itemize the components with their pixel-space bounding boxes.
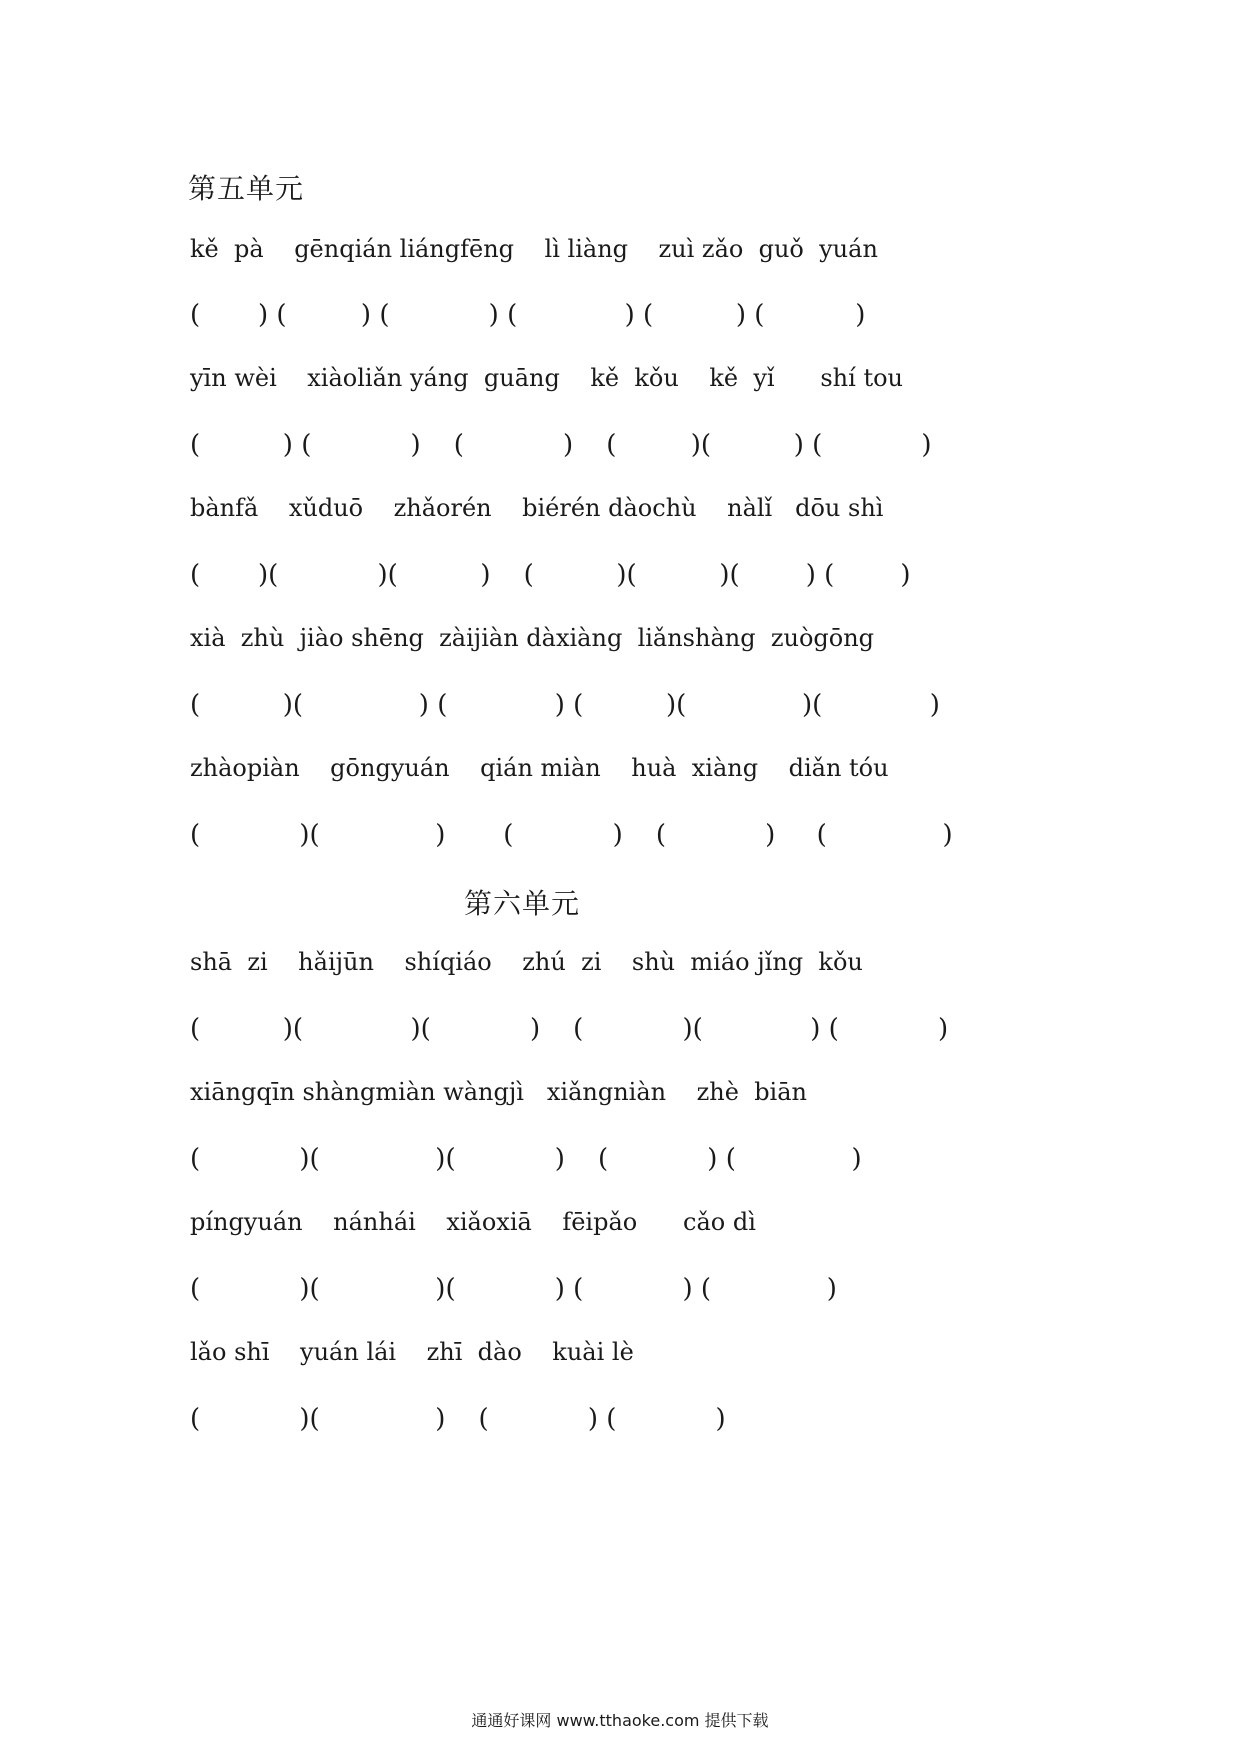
unit6-pinyin-row-4: lǎo shī yuán lái zhī dào kuài lè	[190, 1338, 634, 1366]
unit5-blank-row-4: ( )( ) ( ) ( )( )( )	[190, 690, 940, 720]
unit6-blank-row-4: ( )( ) ( ) ( )	[190, 1404, 726, 1434]
unit5-blank-row-5: ( )( ) ( ) ( ) ( )	[190, 820, 953, 850]
unit6-pinyin-row-2: xiāngqīn shàngmiàn wàngjì xiǎngniàn zhè biān	[190, 1078, 807, 1106]
unit5-blank-row-1: ( ) ( ) ( ) ( ) ( ) ( )	[190, 300, 866, 330]
unit5-blank-row-3: ( )( )( ) ( )( )( ) ( )	[190, 560, 911, 590]
unit5-pinyin-row-2: yīn wèi xiàoliǎn yáng guāng kě kǒu kě yǐ shí tou	[190, 364, 903, 392]
unit6-pinyin-row-1: shā zi hǎijūn shíqiáo zhú zi shù miáo jǐng kǒu	[190, 948, 863, 976]
unit6-blank-row-2: ( )( )( ) ( ) ( )	[190, 1144, 862, 1174]
unit5-blank-row-2: ( ) ( ) ( ) ( )( ) ( )	[190, 430, 932, 460]
unit5-pinyin-row-3: bànfǎ xǔduō zhǎorén biérén dàochù nàlǐ dōu shì	[190, 494, 884, 522]
unit6-blank-row-1: ( )( )( ) ( )( ) ( )	[190, 1014, 949, 1044]
unit6-heading: 第六单元	[464, 887, 581, 920]
unit6-pinyin-row-3: píngyuán nánhái xiǎoxiā fēipǎo cǎo dì	[190, 1208, 756, 1236]
unit6-blank-row-3: ( )( )( ) ( ) ( )	[190, 1274, 837, 1304]
unit5-pinyin-row-4: xià zhù jiào shēng zàijiàn dàxiàng liǎnshàng zuògōng	[190, 624, 875, 652]
unit5-pinyin-row-1: kě pà gēnqián liángfēng lì liàng zuì zǎo guǒ yuán	[190, 235, 878, 263]
footer-credit: 通通好课网 www.tthaoke.com 提供下载	[471, 1711, 769, 1730]
unit5-heading: 第五单元	[188, 172, 305, 205]
unit5-pinyin-row-5: zhàopiàn gōngyuán qián miàn huà xiàng diǎn tóu	[190, 754, 889, 782]
